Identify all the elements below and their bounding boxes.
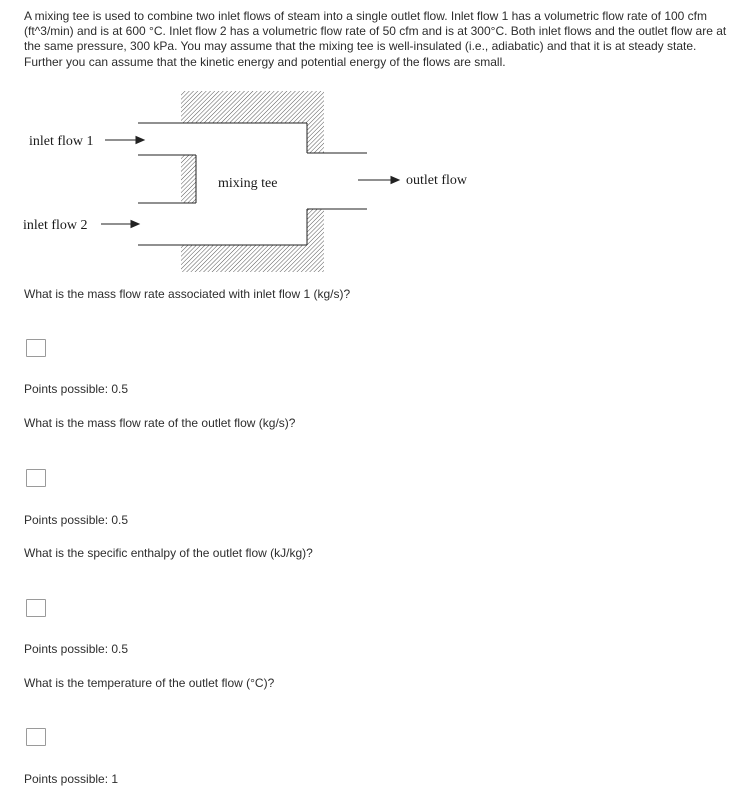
bottom-right-wall-hatch (307, 209, 324, 245)
bottom-wall-hatch (181, 245, 324, 272)
mixing-tee-diagram (0, 80, 500, 280)
outlet-arrow (358, 177, 399, 184)
top-right-wall-hatch (307, 123, 324, 153)
outlet-label: outlet flow (406, 173, 468, 188)
question-1-answer-input[interactable] (26, 339, 46, 357)
question-4-prompt: What is the temperature of the outlet flow (°C)? (24, 676, 275, 690)
problem-statement: A mixing tee is used to combine two inlet flows of steam into a single outlet flow. Inlet flow 1 has a volumetric flow rate of 100 cfm (ft^3/min) and is at 600 °C. Inlet flow 2 has a volumetric flow rate of 50 cfm and is at 300°C. Both inlet flows and the outlet flow are at the same pressure, 300 kPa. You may assume that the mixing tee is well-insulated (i.e., adiabatic) and that it is at steady state. Further you can assume that the kinetic energy and potential energy of the flows are small. (24, 9, 727, 69)
top-wall-hatch (181, 91, 324, 123)
question-1-points: Points possible: 0.5 (24, 382, 129, 396)
middle-wall-hatch (181, 155, 196, 203)
inlet1-label: inlet flow 1 (29, 134, 94, 149)
inlet2-label: inlet flow 2 (23, 218, 88, 233)
question-1-prompt: What is the mass flow rate associated with inlet flow 1 (kg/s)? (24, 287, 351, 301)
question-3-answer-input[interactable] (26, 599, 46, 617)
question-2-prompt: What is the mass flow rate of the outlet flow (kg/s)? (24, 416, 296, 430)
question-3-prompt: What is the specific enthalpy of the outlet flow (kJ/kg)? (24, 546, 313, 560)
inlet1-arrow (105, 137, 144, 144)
question-4-answer-input[interactable] (26, 728, 46, 746)
question-3-points: Points possible: 0.5 (24, 642, 129, 656)
question-2-answer-input[interactable] (26, 469, 46, 487)
inlet2-arrow (101, 221, 139, 228)
question-2-points: Points possible: 0.5 (24, 513, 129, 527)
mixing-tee-label: mixing tee (218, 176, 278, 191)
question-4-points: Points possible: 1 (24, 772, 119, 786)
